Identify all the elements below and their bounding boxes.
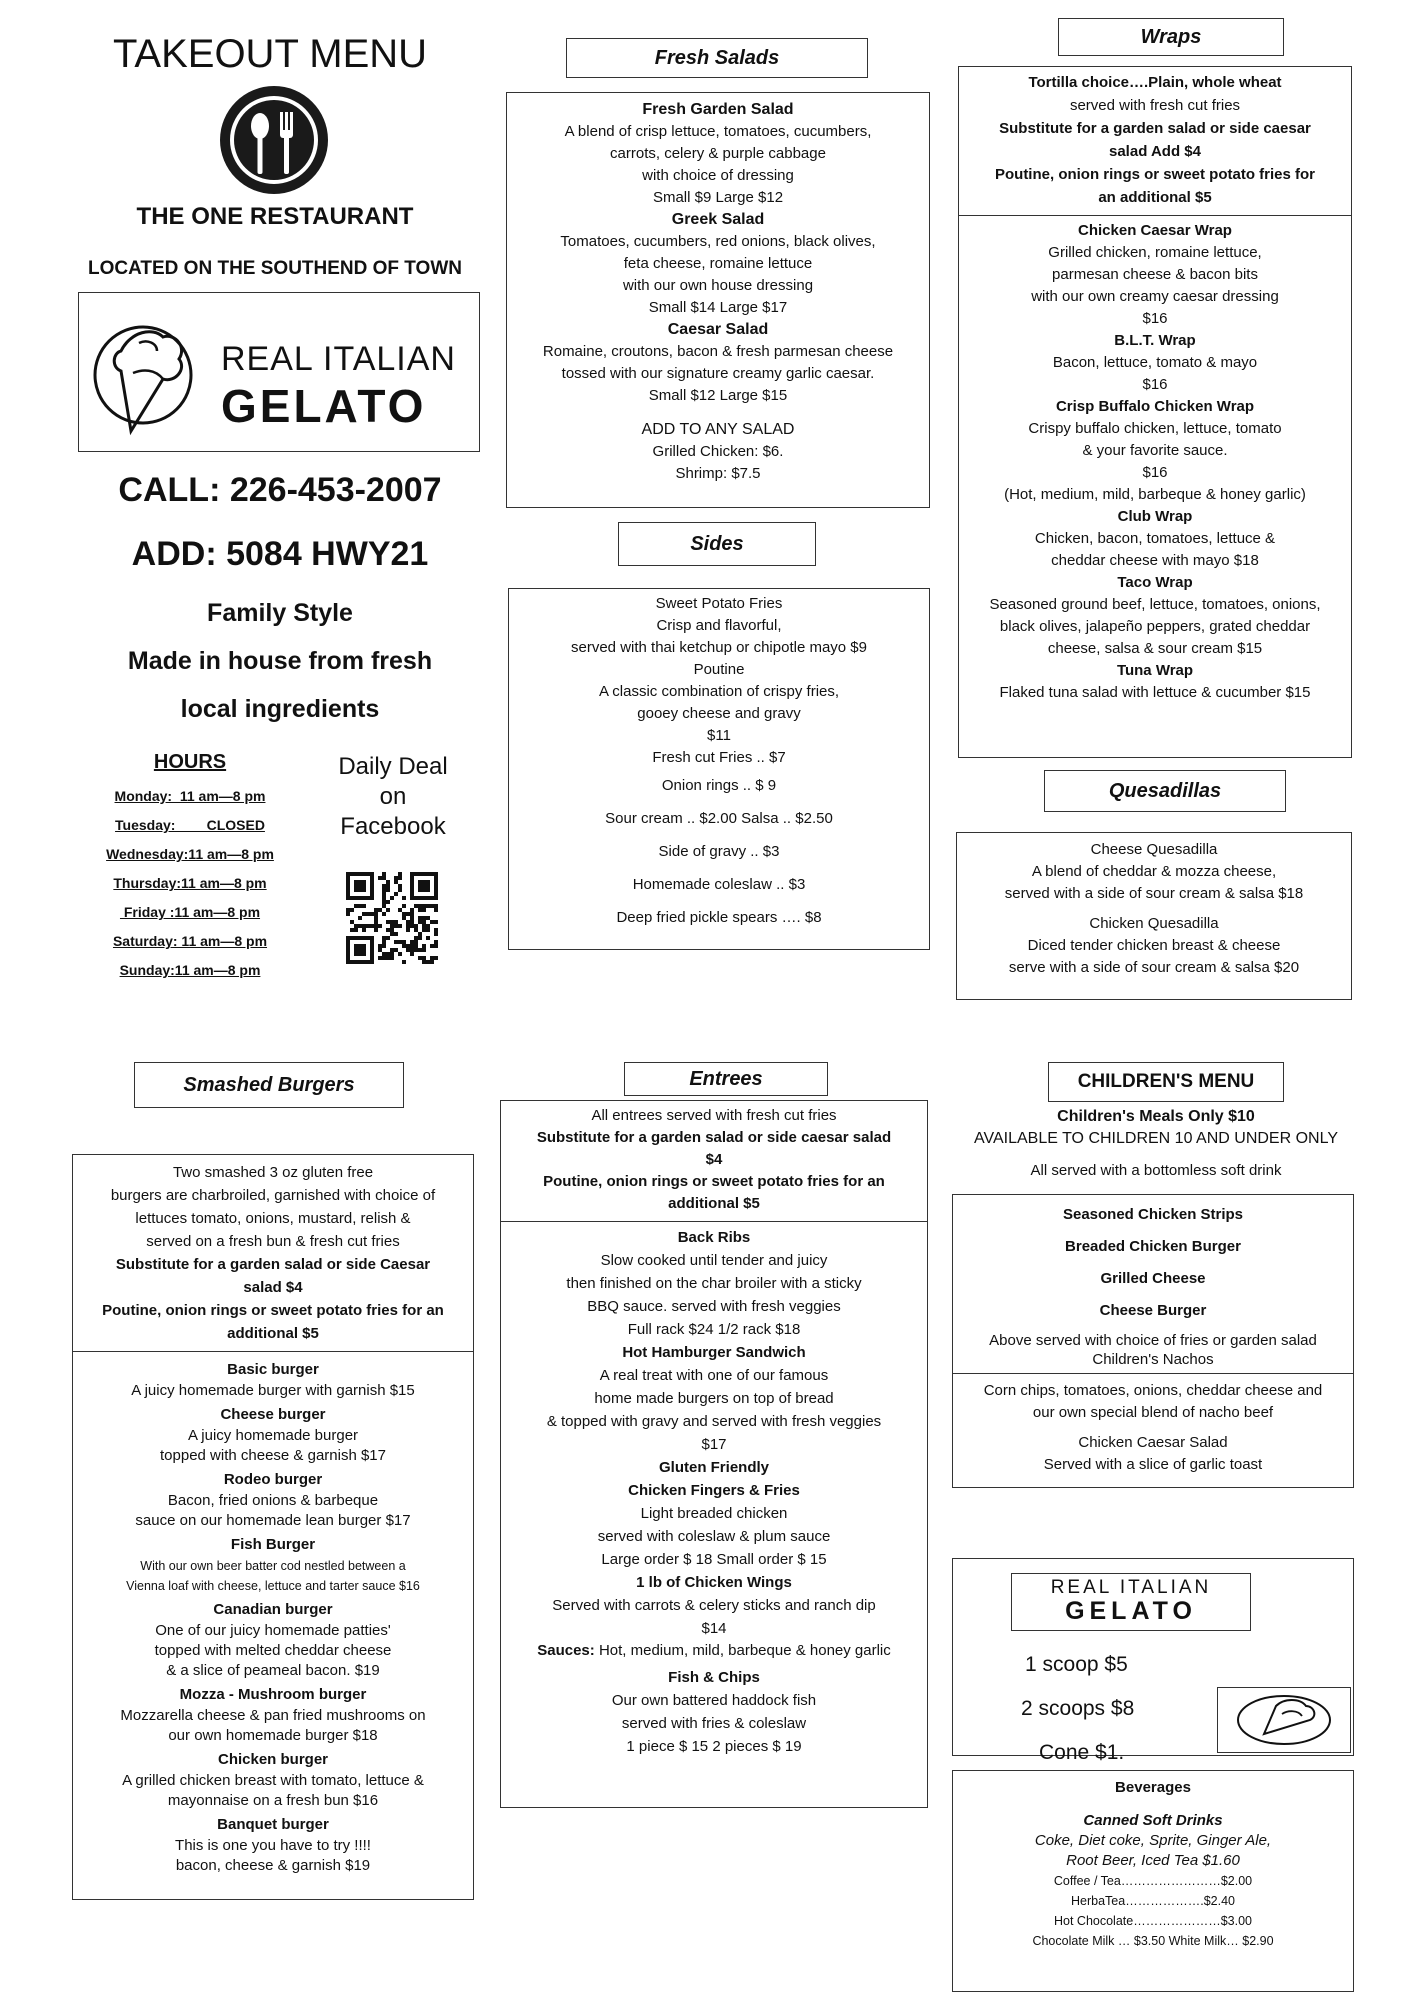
quesadilla-desc: A blend of cheddar & mozza cheese, [1031, 863, 1277, 880]
burger-name: Mozza - Mushroom burger [179, 1686, 367, 1703]
entree-desc: served with fries & coleslaw [621, 1715, 807, 1732]
quesadilla-name: Chicken Quesadilla [1089, 915, 1219, 932]
gelato-mini-banner [1011, 1573, 1251, 1631]
entrees-title: Entrees [624, 1062, 828, 1096]
gelato-mini-line2: GELATO [1065, 1597, 1197, 1625]
salad-desc: Small $9 Large $12 [652, 189, 784, 206]
burger-desc: A juicy homemade burger with garnish $15 [131, 1382, 415, 1399]
salad-addons [507, 441, 929, 485]
fish-and-chips [501, 1662, 927, 1758]
address: ADD: 5084 HWY21 [131, 535, 429, 573]
hours-row: Monday: 11 am—8 pm [114, 788, 266, 804]
quesadillas-box [956, 832, 1352, 1000]
nachos-desc-1: Corn chips, tomatoes, onions, cheddar cheese and [983, 1382, 1323, 1399]
entree-desc: Large order $ 18 Small order $ 15 [601, 1551, 827, 1568]
entree-desc: Served with carrots & celery sticks and ranch dip [552, 1597, 876, 1614]
entree-desc: served with coleslaw & plum sauce [597, 1528, 831, 1545]
daily-deal-line1: Daily Deal [338, 753, 448, 780]
quesadilla-desc: serve with a side of sour cream & salsa $20 [1008, 959, 1300, 976]
wraps-list [959, 216, 1351, 704]
salad-desc: feta cheese, romaine lettuce [623, 255, 813, 272]
salad-desc: Small $14 Large $17 [648, 299, 788, 316]
entree-desc: $17 [701, 1436, 727, 1453]
tagline-3: local ingredients [180, 695, 380, 723]
hours-title: HOURS [153, 751, 227, 773]
wraps-box [958, 66, 1352, 758]
burger-desc: bacon, cheese & garnish $19 [175, 1857, 371, 1874]
side-line: Crisp and flavorful, [656, 617, 782, 634]
burger-name: Fish Burger [230, 1536, 316, 1553]
wraps-note: served with fresh cut fries [1069, 97, 1241, 114]
salad-addon-title: ADD TO ANY SALAD [641, 421, 795, 438]
sides-box [508, 588, 930, 950]
hours-row: Wednesday:11 am—8 pm [106, 846, 274, 862]
entree-desc: 1 piece $ 15 2 pieces $ 19 [626, 1738, 802, 1755]
side-line: served with thai ketchup or chipotle mayo $9 [571, 639, 867, 656]
wrap-desc: Grilled chicken, romaine lettuce, [1048, 244, 1262, 261]
entrees-note: All entrees served with fresh cut fries [591, 1107, 837, 1124]
menu-title: TAKEOUT MENU [112, 32, 428, 76]
side-line: A classic combination of crispy fries, [598, 683, 840, 700]
wrap-desc: $16 [1142, 310, 1168, 327]
burger-desc: mayonnaise on a fresh bun $16 [167, 1792, 379, 1809]
wrap-desc: cheddar cheese with mayo $18 [1051, 552, 1259, 569]
entree-desc: Our own battered haddock fish [611, 1692, 817, 1709]
entrees-intro [501, 1101, 927, 1222]
entrees-note: Substitute for a garden salad or side caesar salad [536, 1129, 892, 1146]
burgers-note: Substitute for a garden salad or side Caesar [115, 1256, 431, 1273]
phone-number: CALL: 226-453-2007 [118, 471, 442, 509]
wrap-name: B.L.T. Wrap [1114, 332, 1196, 349]
wrap-name: Chicken Caesar Wrap [1078, 222, 1232, 239]
wrap-desc: black olives, jalapeño peppers, grated cheddar [999, 618, 1311, 635]
salad-desc: tossed with our signature creamy garlic caesar. [561, 365, 875, 382]
tagline-2: Made in house from fresh [127, 647, 433, 675]
quesadilla-desc: served with a side of sour cream & salsa $18 [1004, 885, 1304, 902]
burger-desc: topped with cheese & garnish $17 [160, 1447, 386, 1464]
wrap-desc: parmesan cheese & bacon bits [1052, 266, 1258, 283]
wrap-desc: (Hot, medium, mild, barbeque & honey garlic) [1004, 486, 1306, 503]
burgers-note: lettuces tomato, onions, mustard, relish & [135, 1210, 411, 1227]
salad-desc: Tomatoes, cucumbers, red onions, black olives, [560, 233, 876, 250]
hours-section [90, 748, 290, 985]
children-price: Children's Meals Only $10 [1057, 1108, 1255, 1125]
salad-desc: with our own house dressing [622, 277, 814, 294]
side-item: Sour cream .. $2.00 Salsa .. $2.50 [605, 810, 833, 827]
gelato-price: 2 scoops $8 [1021, 1697, 1135, 1720]
side-line: Sweet Potato Fries [655, 595, 783, 612]
wrap-desc: cheese, salsa & sour cream $15 [1047, 640, 1263, 657]
wrap-desc: $16 [1142, 464, 1168, 481]
burger-desc: & a slice of peameal bacon. $19 [166, 1662, 380, 1679]
burger-desc: One of our juicy homemade patties' [155, 1622, 391, 1639]
burger-desc: topped with melted cheddar cheese [154, 1642, 392, 1659]
side-item: Deep fried pickle spears …. $8 [616, 909, 822, 926]
wrap-desc: Flaked tuna salad with lettuce & cucumber $15 [999, 684, 1311, 701]
side-line: Fresh cut Fries .. $7 [652, 749, 786, 766]
burger-desc: Bacon, fried onions & barbeque [167, 1492, 379, 1509]
nachos-desc-2: our own special blend of nacho beef [1032, 1404, 1274, 1421]
entree-desc: Light breaded chicken [640, 1505, 788, 1522]
qr-code-icon [346, 872, 438, 964]
burger-name: Chicken burger [217, 1751, 329, 1768]
burger-desc: Mozzarella cheese & pan fried mushrooms on [120, 1707, 426, 1724]
quesadilla-name: Cheese Quesadilla [1090, 841, 1218, 858]
entree-name: Fish & Chips [668, 1669, 760, 1686]
burger-list [73, 1352, 473, 1876]
restaurant-logo [218, 84, 330, 196]
sides-list [509, 593, 929, 769]
gelato-mini-line1: REAL ITALIAN [1050, 1577, 1212, 1598]
gelato-price-box [952, 1558, 1354, 1764]
burgers-box [72, 1154, 474, 1900]
burgers-intro [73, 1155, 473, 1352]
kids-item: Seasoned Chicken Strips [1062, 1206, 1244, 1223]
daily-deal [318, 752, 468, 842]
children-box [952, 1194, 1354, 1488]
side-line: gooey cheese and gravy [637, 705, 801, 722]
soft-drink-line: Coke, Diet coke, Sprite, Ginger Ale, [1034, 1832, 1272, 1849]
entree-name: Hot Hamburger Sandwich [622, 1344, 806, 1361]
salad-desc: Romaine, croutons, bacon & fresh parmesan cheese [542, 343, 894, 360]
daily-deal-line2: on [379, 783, 407, 810]
entrees-box [500, 1100, 928, 1808]
restaurant-name: THE ONE RESTAURANT [136, 203, 414, 230]
entree-list [501, 1222, 927, 1640]
children-info [956, 1106, 1356, 1182]
salad-name: Greek Salad [671, 211, 765, 228]
hours-row: Sunday:11 am—8 pm [119, 962, 261, 978]
soft-drinks-list [953, 1831, 1353, 1871]
gelato-banner-line2: GELATO [221, 380, 427, 432]
hours-row: Friday :11 am—8 pm [119, 904, 261, 920]
hours-list [90, 782, 290, 985]
burger-name: Cheese burger [220, 1406, 326, 1423]
wrap-desc: Seasoned ground beef, lettuce, tomatoes, onions, [989, 596, 1321, 613]
burgers-note: salad $4 [243, 1279, 303, 1296]
sides-extras [509, 769, 929, 934]
gelato-price: 1 scoop $5 [1025, 1653, 1128, 1676]
burger-desc: A juicy homemade burger [187, 1427, 359, 1444]
burgers-note: served on a fresh bun & fresh cut fries [146, 1233, 400, 1250]
wrap-name: Club Wrap [1117, 508, 1193, 525]
kids-item: Breaded Chicken Burger [1065, 1238, 1241, 1255]
hours-row: Saturday: 11 am—8 pm [112, 933, 268, 949]
wrap-desc: Bacon, lettuce, tomato & mayo [1052, 354, 1258, 371]
entree-desc: $14 [701, 1620, 727, 1637]
entrees-note: Poutine, onion rings or sweet potato fries for an [543, 1173, 885, 1190]
burgers-note: additional $5 [227, 1325, 319, 1342]
entrees-note: additional $5 [668, 1195, 760, 1212]
side-item: Onion rings .. $ 9 [661, 777, 777, 794]
location-text: LOCATED ON THE SOUTHEND OF TOWN [87, 258, 462, 279]
burgers-note: Poutine, onion rings or sweet potato fries for an [102, 1302, 444, 1319]
salad-list [507, 99, 929, 407]
fork-spoon-icon [218, 84, 330, 196]
entree-name: 1 lb of Chicken Wings [636, 1574, 792, 1591]
children-drink-note: All served with a bottomless soft drink [1030, 1162, 1282, 1179]
salads-title: Fresh Salads [566, 38, 868, 78]
burger-desc: sauce on our homemade lean burger $17 [135, 1512, 411, 1529]
children-age-note: AVAILABLE TO CHILDREN 10 AND UNDER ONLY [974, 1130, 1338, 1147]
salad-desc: Small $12 Large $15 [648, 387, 788, 404]
wrap-desc: Crispy buffalo chicken, lettuce, tomato [1028, 420, 1282, 437]
beverage-line: HerbaTea……………….$2.40 [1071, 1894, 1235, 1908]
salad-desc: with choice of dressing [642, 167, 794, 184]
burger-name: Rodeo burger [223, 1471, 323, 1488]
wrap-desc: $16 [1142, 376, 1168, 393]
children-nachos-title: Children's Nachos [1092, 1351, 1214, 1368]
wrap-name: Crisp Buffalo Chicken Wrap [1055, 398, 1255, 415]
beverage-line: Hot Chocolate…………………$3.00 [1054, 1914, 1252, 1928]
wraps-note: salad Add $4 [1109, 143, 1201, 160]
sauces-label: Sauces: [537, 1642, 595, 1659]
hours-row: Tuesday: CLOSED [115, 817, 265, 833]
wraps-note: Tortilla choice….Plain, whole wheat [1028, 74, 1282, 91]
wrap-desc: & your favorite sauce. [1082, 442, 1228, 459]
entree-desc: BBQ sauce. served with fresh veggies [587, 1298, 841, 1315]
salad-addon: Grilled Chicken: $6. [652, 443, 784, 460]
burger-desc: This is one you have to try !!!! [175, 1837, 371, 1854]
burgers-title: Smashed Burgers [134, 1062, 404, 1108]
wraps-title: Wraps [1058, 18, 1284, 56]
side-line: Poutine [693, 661, 745, 678]
burger-name: Basic burger [227, 1361, 319, 1378]
kids-item: Cheese Burger [1099, 1302, 1207, 1319]
kids-caesar-title: Chicken Caesar Salad [1078, 1434, 1228, 1451]
salad-desc: A blend of crisp lettuce, tomatoes, cucumbers, [564, 123, 872, 140]
wrap-desc: Chicken, bacon, tomatoes, lettuce & [1034, 530, 1276, 547]
wrap-name: Taco Wrap [1117, 574, 1193, 591]
salads-box [506, 92, 930, 508]
entree-name: Chicken Fingers & Fries [628, 1482, 800, 1499]
entree-desc: home made burgers on top of bread [594, 1390, 834, 1407]
side-item: Homemade coleslaw .. $3 [632, 876, 806, 893]
gelato-price: Cone $1. [1039, 1741, 1125, 1764]
spacer [957, 905, 1351, 913]
entree-name: Gluten Friendly [658, 1459, 769, 1476]
wrap-desc: with our own creamy caesar dressing [1031, 288, 1279, 305]
entree-desc: Slow cooked until tender and juicy [600, 1252, 828, 1269]
children-title: CHILDREN'S MENU [1048, 1062, 1284, 1102]
sauces-text: Hot, medium, mild, barbeque & honey garlic [598, 1642, 891, 1659]
wrap-name: Tuna Wrap [1116, 662, 1194, 679]
wraps-note: Poutine, onion rings or sweet potato fries for [994, 166, 1316, 183]
kids-item: Grilled Cheese [1100, 1270, 1206, 1287]
children-note: Above served with choice of fries or garden salad [989, 1332, 1317, 1349]
burger-name: Banquet burger [217, 1816, 329, 1833]
burger-desc: Vienna loaf with cheese, lettuce and tarter sauce $16 [126, 1579, 420, 1593]
beverage-line: Coffee / Tea……………………$2.00 [1053, 1874, 1253, 1888]
wraps-note: an additional $5 [1098, 189, 1212, 206]
quesadilla-desc: Diced tender chicken breast & cheese [1027, 937, 1281, 954]
entree-name: Back Ribs [677, 1229, 751, 1246]
burgers-note: burgers are charbroiled, garnished with choice of [110, 1187, 436, 1204]
wraps-note: Substitute for a garden salad or side caesar [999, 120, 1311, 137]
entree-desc: then finished on the char broiler with a sticky [566, 1275, 862, 1292]
burger-desc: A grilled chicken breast with tomato, lettuce & [122, 1772, 424, 1789]
quesadilla-list [957, 839, 1351, 979]
beverages-box [952, 1770, 1354, 1992]
gelato-cone-icon [91, 313, 201, 443]
side-line: $11 [707, 727, 731, 744]
gelato-banner-line1: REAL ITALIAN [221, 340, 456, 378]
hours-row: Thursday:11 am—8 pm [113, 875, 267, 891]
qr-code[interactable] [346, 872, 438, 964]
beverage-line: Chocolate Milk … $3.50 White Milk… $2.90 [1032, 1934, 1274, 1948]
daily-deal-line3: Facebook [340, 813, 446, 840]
beverage-price-list [953, 1871, 1353, 1951]
wraps-intro [959, 67, 1351, 216]
entree-desc: & topped with gravy and served with fresh veggies [546, 1413, 882, 1430]
salad-name: Fresh Garden Salad [642, 101, 794, 118]
gelato-small-cone-icon [1217, 1687, 1351, 1753]
kids-caesar-desc: Served with a slice of garlic toast [1043, 1456, 1263, 1473]
sauces-line [501, 1640, 927, 1662]
sides-title: Sides [618, 522, 816, 566]
beverages-title: Beverages [1115, 1779, 1191, 1796]
burger-desc: With our own beer batter cod nestled between a [140, 1559, 406, 1573]
salad-desc: carrots, celery & purple cabbage [610, 145, 826, 162]
children-list [953, 1199, 1353, 1327]
entree-desc: A real treat with one of our famous [599, 1367, 829, 1384]
quesadillas-title: Quesadillas [1044, 770, 1286, 812]
entrees-note: $4 [705, 1151, 723, 1168]
tagline-1: Family Style [207, 599, 353, 627]
entree-desc: Full rack $24 1/2 rack $18 [627, 1321, 801, 1338]
burgers-note: Two smashed 3 oz gluten free [172, 1164, 374, 1181]
salad-name: Caesar Salad [667, 321, 769, 338]
gelato-prices [1021, 1643, 1225, 1775]
burger-name: Canadian burger [213, 1601, 333, 1618]
burger-desc: our own homemade burger $18 [168, 1727, 378, 1744]
gelato-banner [78, 292, 480, 452]
soft-drink-line: Root Beer, Iced Tea $1.60 [1066, 1852, 1240, 1869]
soft-drinks-title: Canned Soft Drinks [1083, 1812, 1223, 1829]
salad-addon: Shrimp: $7.5 [675, 465, 761, 482]
side-item: Side of gravy .. $3 [658, 843, 780, 860]
